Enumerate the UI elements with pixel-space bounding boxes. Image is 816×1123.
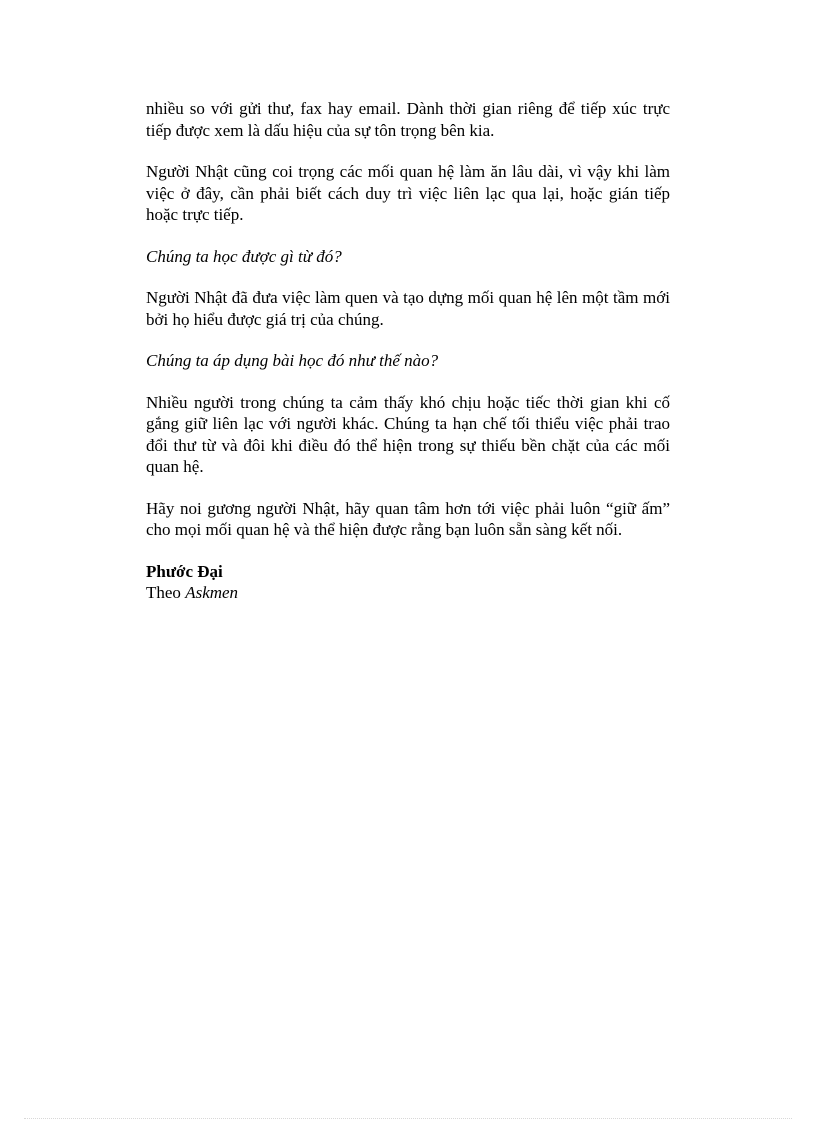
author-name: Phước Đại	[146, 561, 223, 581]
subheading-apply: Chúng ta áp dụng bài học đó như thế nào?	[146, 351, 439, 370]
subheading-lesson: Chúng ta học được gì từ đó?	[146, 246, 342, 266]
paragraph-4: Nhiều người trong chúng ta cảm thấy khó chịu hoặc tiếc thời gian khi cố gắng giữ liên lạc với người khác. Chúng ta hạn chế tối thiểu việc phải trao đổi thư từ và đôi khi điều đó thể hiện trong sự thiếu bền chặt của các mối quan hệ.	[146, 392, 670, 476]
page-bottom-border	[24, 1118, 792, 1119]
paragraph-5: Hãy noi gương người Nhật, hãy quan tâm hơn tới việc phải luôn “giữ ấm” cho mọi mối quan hệ và thể hiện được rằng bạn luôn sẵn sàng kết nối.	[146, 498, 670, 539]
source-line	[146, 582, 670, 604]
source-name: Askmen	[185, 583, 239, 602]
paragraph-2: Người Nhật cũng coi trọng các mối quan hệ làm ăn lâu dài, vì vậy khi làm việc ở đây, cần phải biết cách duy trì việc liên lạc qua lại, hoặc gián tiếp hoặc trực tiếp.	[146, 162, 670, 224]
paragraph-3: Người Nhật đã đưa việc làm quen và tạo dựng mối quan hệ lên một tầm mới bởi họ hiểu được giá trị của chúng.	[146, 288, 670, 329]
paragraph-1: nhiều so với gửi thư, fax hay email. Dành thời gian riêng để tiếp xúc trực tiếp được xem là dấu hiệu của sự tôn trọng bên kia.	[146, 99, 670, 140]
source-prefix: Theo	[146, 583, 181, 602]
article-body	[146, 98, 670, 604]
